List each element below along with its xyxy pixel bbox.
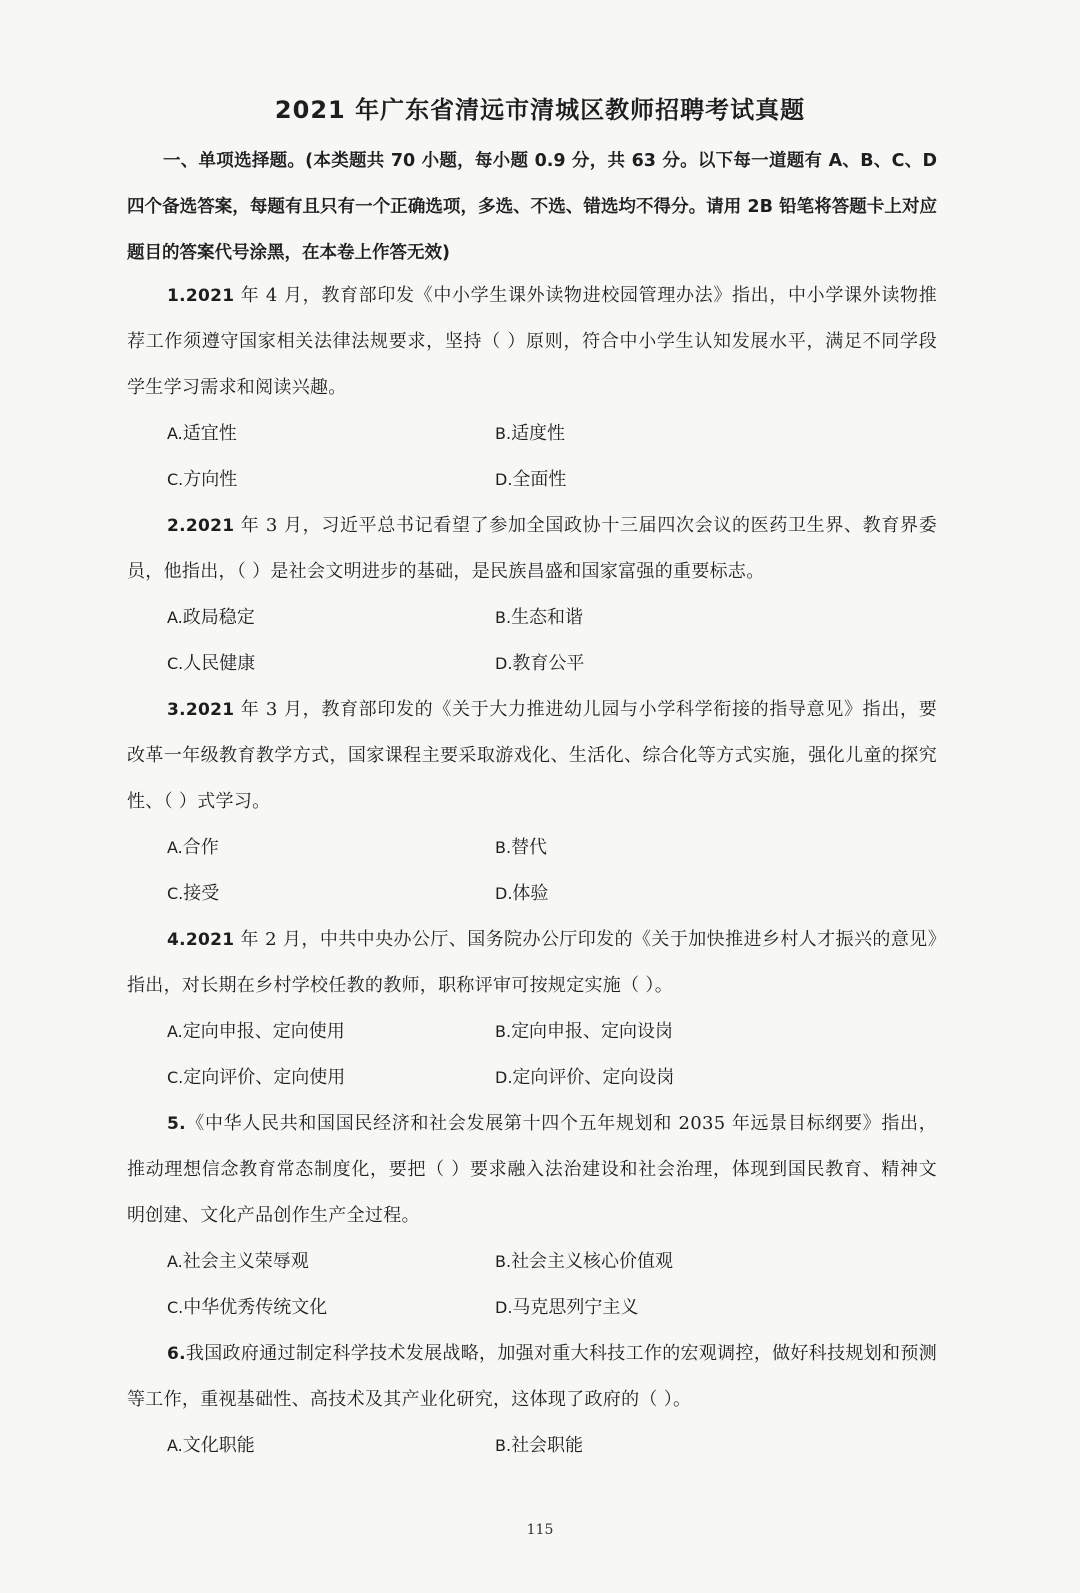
option-text: 替代 xyxy=(511,837,548,858)
page-number: 115 xyxy=(526,1522,554,1538)
option-text: 合作 xyxy=(182,837,219,858)
option-list xyxy=(127,595,937,687)
option-letter: D. xyxy=(495,1068,513,1087)
option-d xyxy=(495,1055,823,1101)
question-item xyxy=(127,1331,937,1469)
option-letter: B. xyxy=(495,424,512,443)
question-body: 我国政府通过制定科学技术发展战略，加强对重大科技工作的宏观调控，做好科技规划和预测等工作，重视基础性、高技术及其产业化研究，这体现了政府的（ ）。 xyxy=(127,1343,937,1410)
option-letter: C. xyxy=(167,884,184,903)
option-text: 定向评价、定向使用 xyxy=(183,1067,346,1088)
option-letter: A. xyxy=(167,608,183,627)
option-letter: A. xyxy=(167,1252,183,1271)
option-d xyxy=(495,641,823,687)
option-a xyxy=(167,1009,495,1055)
option-text: 社会主义核心价值观 xyxy=(511,1251,674,1272)
option-d xyxy=(495,1285,823,1331)
option-list xyxy=(127,1009,937,1101)
option-c xyxy=(167,871,495,917)
option-list xyxy=(127,825,937,917)
option-letter: B. xyxy=(495,1252,512,1271)
question-item xyxy=(127,917,937,1101)
option-letter: D. xyxy=(495,1298,513,1317)
option-b xyxy=(495,411,823,457)
option-text: 人民健康 xyxy=(183,653,256,674)
question-text xyxy=(127,687,937,825)
question-item xyxy=(127,503,937,687)
option-letter: D. xyxy=(495,654,513,673)
option-letter: D. xyxy=(495,884,513,903)
option-text: 文化职能 xyxy=(182,1435,255,1456)
option-c xyxy=(167,1285,495,1331)
option-letter: B. xyxy=(495,1022,512,1041)
option-d xyxy=(495,457,823,503)
option-text: 定向申报、定向使用 xyxy=(182,1021,345,1042)
question-number: 3.2021 xyxy=(167,700,235,720)
question-item xyxy=(127,1101,937,1331)
option-a xyxy=(167,1239,495,1285)
question-text xyxy=(127,503,937,595)
option-text: 社会主义荣辱观 xyxy=(182,1251,309,1272)
option-letter: C. xyxy=(167,1298,184,1317)
option-text: 方向性 xyxy=(183,469,238,490)
question-body: 年 4 月，教育部印发《中小学生课外读物进校园管理办法》指出，中小学课外读物推荐工作须遵守国家相关法律法规要求，坚持（ ）原则，符合中小学生认知发展水平，满足不同学段学生学习需求和阅读兴趣。 xyxy=(127,285,937,398)
page-title: 2021 年广东省清远市清城区教师招聘考试真题 xyxy=(274,96,806,124)
question-body: 年 3 月，教育部印发的《关于大力推进幼儿园与小学科学衔接的指导意见》指出，要改革一年级教育教学方式，国家课程主要采取游戏化、生活化、综合化等方式实施，强化儿童的探究性、（ ）式学习。 xyxy=(127,699,937,812)
option-letter: C. xyxy=(167,470,184,489)
option-text: 马克思列宁主义 xyxy=(512,1297,639,1318)
question-list xyxy=(127,273,937,1469)
option-letter: A. xyxy=(167,424,183,443)
option-a xyxy=(167,825,495,871)
option-list xyxy=(127,1423,937,1469)
question-number: 4.2021 xyxy=(167,930,235,950)
question-text xyxy=(127,917,937,1009)
option-b xyxy=(495,1423,823,1469)
option-letter: A. xyxy=(167,1022,183,1041)
question-text xyxy=(127,273,937,411)
option-letter: C. xyxy=(167,654,184,673)
option-text: 社会职能 xyxy=(511,1435,584,1456)
option-a xyxy=(167,1423,495,1469)
option-b xyxy=(495,825,823,871)
question-text xyxy=(127,1101,937,1239)
option-letter: B. xyxy=(495,608,512,627)
option-list xyxy=(127,1239,937,1331)
question-text xyxy=(127,1331,937,1423)
question-body: 年 2 月，中共中央办公厅、国务院办公厅印发的《关于加快推进乡村人才振兴的意见》指出，对长期在乡村学校任教的教师，职称评审可按规定实施（ ）。 xyxy=(127,929,937,996)
option-a xyxy=(167,595,495,641)
option-letter: A. xyxy=(167,838,183,857)
option-letter: D. xyxy=(495,470,513,489)
question-body: 年 3 月，习近平总书记看望了参加全国政协十三届四次会议的医药卫生界、教育界委员，他指出，（ ）是社会文明进步的基础，是民族昌盛和国家富强的重要标志。 xyxy=(127,515,937,582)
option-list xyxy=(127,411,937,503)
question-item xyxy=(127,687,937,917)
option-b xyxy=(495,1239,823,1285)
question-number: 6. xyxy=(167,1344,186,1364)
option-letter: B. xyxy=(495,838,512,857)
option-text: 适宜性 xyxy=(182,423,237,444)
option-c xyxy=(167,457,495,503)
option-b xyxy=(495,1009,823,1055)
option-text: 适度性 xyxy=(511,423,566,444)
option-b xyxy=(495,595,823,641)
option-text: 定向评价、定向设岗 xyxy=(512,1067,675,1088)
option-text: 教育公平 xyxy=(512,653,585,674)
section-instructions: 一、单项选择题。(本类题共 70 小题，每小题 0.9 分，共 63 分。以下每一道题有 A、B、C、D 四个备选答案，每题有且只有一个正确选项，多选、不选、错选均不得分。请用 2B 铅笔将答题卡上对应题目的答案代号涂黑，在本卷上作答无效) xyxy=(127,151,937,263)
question-number: 2.2021 xyxy=(167,516,235,536)
option-c xyxy=(167,641,495,687)
question-number: 1.2021 xyxy=(167,286,235,306)
option-letter: C. xyxy=(167,1068,184,1087)
option-text: 中华优秀传统文化 xyxy=(183,1297,328,1318)
option-d xyxy=(495,871,823,917)
option-text: 全面性 xyxy=(512,469,567,490)
option-letter: A. xyxy=(167,1436,183,1455)
question-body: 《中华人民共和国国民经济和社会发展第十四个五年规划和 2035 年远景目标纲要》指出，推动理想信念教育常态制度化，要把（ ）要求融入法治建设和社会治理，体现到国民教育、精神文明创建、文化产品创作生产全过程。 xyxy=(127,1113,937,1226)
option-a xyxy=(167,411,495,457)
option-text: 生态和谐 xyxy=(511,607,584,628)
question-number: 5. xyxy=(167,1114,186,1134)
option-text: 政局稳定 xyxy=(182,607,255,628)
option-text: 定向申报、定向设岗 xyxy=(511,1021,674,1042)
option-text: 接受 xyxy=(183,883,220,904)
option-text: 体验 xyxy=(512,883,549,904)
question-item xyxy=(127,273,937,503)
option-letter: B. xyxy=(495,1436,512,1455)
option-c xyxy=(167,1055,495,1101)
